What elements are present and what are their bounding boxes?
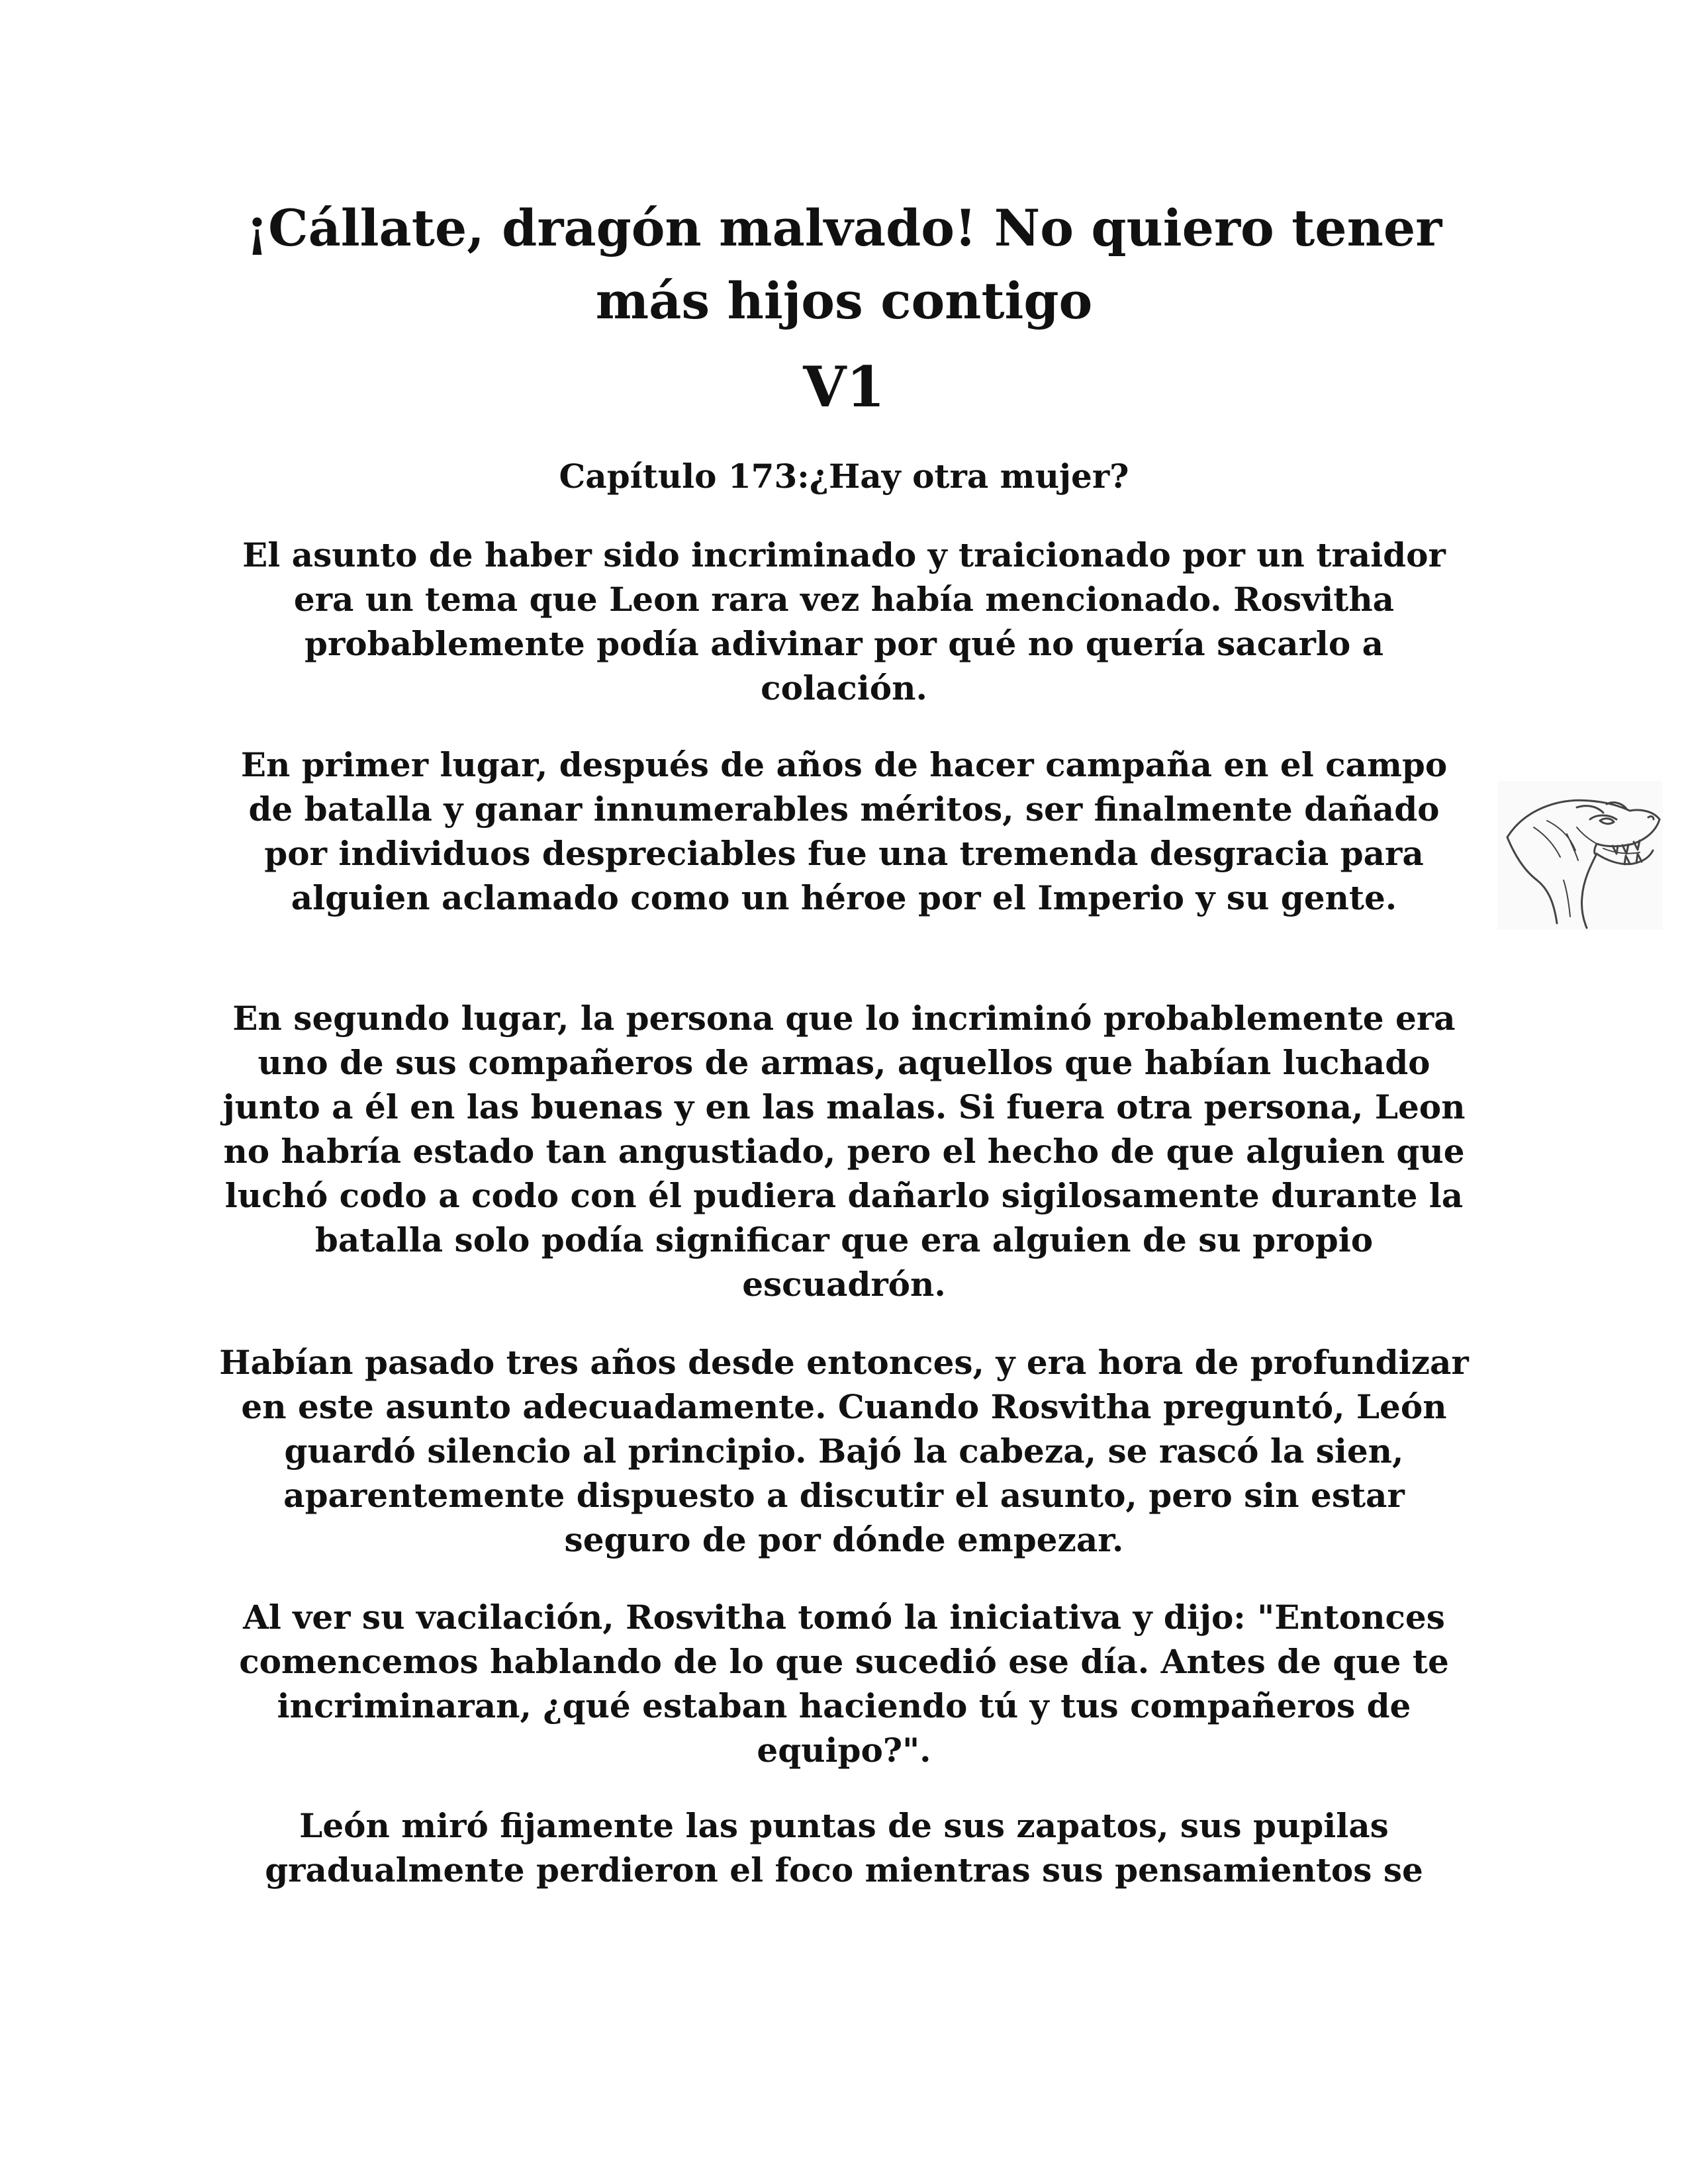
paragraph-6: León miró fijamente las puntas de sus zapatos, sus pupilas gradualmente perdieron el foco mientras sus pensamientos se bbox=[265, 1806, 1423, 1889]
dragon-head-icon bbox=[1497, 781, 1663, 930]
volume-label: V1 bbox=[803, 354, 885, 420]
paragraph-3: En segundo lugar, la persona que lo incriminó probablemente era uno de sus compañeros de armas, aquellos que habían luchado junto a él en las buenas y en las malas. Si fuera otra persona, Leon no habría estado tan angustiado, pero el hecho de que alguien que luchó codo a codo con él pudiera dañarlo sigilosamente durante la batalla solo podía significar que era alguien de su propio escuadrón. bbox=[222, 999, 1466, 1304]
chapter-heading: Capítulo 173:¿Hay otra mujer? bbox=[559, 457, 1129, 496]
paragraph-5: Al ver su vacilación, Rosvitha tomó la iniciativa y dijo: "Entonces comencemos hablando de lo que sucedió ese día. Antes de que te incriminaran, ¿qué estaban haciendo tú y tus compañeros de equipo?". bbox=[239, 1598, 1449, 1770]
paragraph-1: El asunto de haber sido incriminado y traicionado por un traidor era un tema que Leon rara vez había mencionado. Rosvitha probablemente podía adivinar por qué no quería sacarlo a colación. bbox=[242, 535, 1446, 707]
paragraph-2: En primer lugar, después de años de hacer campaña en el campo de batalla y ganar innumerables méritos, ser finalmente dañado por individuos despreciables fue una tremenda desgracia para alguien aclamado como un héroe por el Imperio y su gente. bbox=[240, 745, 1448, 917]
paragraph-4: Habían pasado tres años desde entonces, y era hora de profundizar en este asunto adecuadamente. Cuando Rosvitha preguntó, León guardó silencio al principio. Bajó la cabeza, se rascó la sien, aparentemente dispuesto a discutir el asunto, pero sin estar seguro de por dónde empezar. bbox=[219, 1343, 1469, 1559]
document-title: ¡Cállate, dragón malvado! No quiero tener más hijos contigo bbox=[246, 199, 1442, 330]
